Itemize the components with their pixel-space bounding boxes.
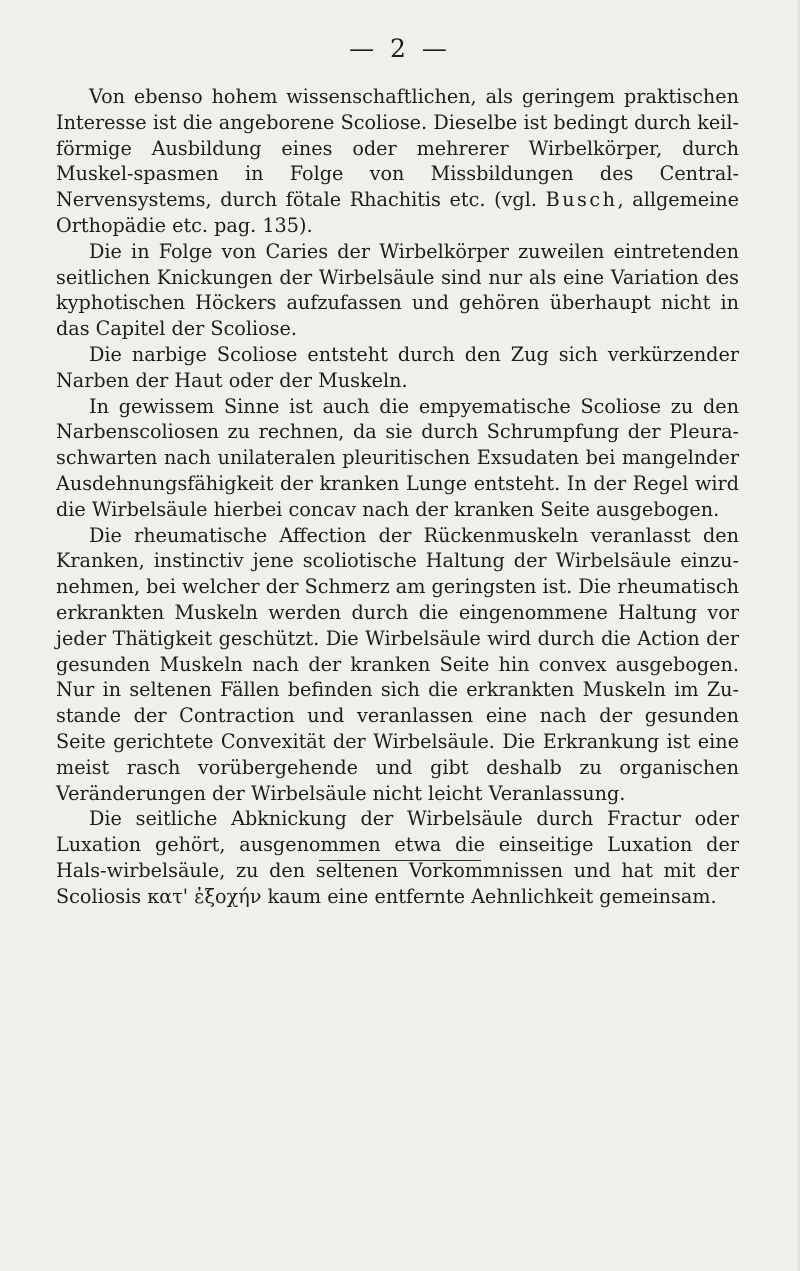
footnote-rule [319,860,481,861]
page-edge-shadow [796,0,800,1271]
greek-phrase: κατ' ἐξοχήν [147,884,262,908]
paragraph-rheumatic-scoliosis: Die rheumatische Affection der Rückenmuskeln veranlasst den Kranken, instinctiv jene scoliotische Haltung der Wirbelsäule einzu-nehmen, bei welcher der Schmerz am geringsten ist. Die rheumatisch erkrankten Muskeln werden durch die eingenommene Haltung vor jeder Thätigkeit geschützt. Die Wirbelsäule wird durch die Action der gesunden Muskeln nach der kranken Seite hin convex ausgebogen. Nur in seltenen Fällen befinden sich die erkrankten Muskeln im Zu-stande der Contraction und veranlassen eine nach der gesunden Seite gerichtete Convexität der Wirbelsäule. Die Erkrankung ist eine meist rasch vorübergehende und gibt deshalb zu organischen Veränderungen der Wirbelsäule nicht leicht Veranlassung. [56,523,740,805]
paragraph-empyema-scoliosis: In gewissem Sinne ist auch die empyematische Scoliose zu den Narbenscoliosen zu rechnen, da sie durch Schrumpfung der Pleura-schwarten nach unilateralen pleuritischen Exsudaten bei mangelnder Ausdehnungsfähigkeit der kranken Lunge entsteht. In der Regel wird die Wirbelsäule hierbei concav nach der kranken Seite ausgebogen. [56,394,739,521]
paragraph-text: Die seitliche Abknickung der Wirbelsäule durch Fractur oder Luxation gehört, ausgenommen etwa die einseitige Luxation der Hals-wirbelsäule, zu den seltenen Vorkommnissen und hat mit der Scoliosis [56,807,739,908]
paragraph-fracture-luxation [56,806,739,909]
paragraph-caries: Die in Folge von Caries der Wirbelkörper zuweilen eintretenden seitlichen Knickungen der Wirbelsäule sind nur als eine Variation des kyphotischen Höckers aufzufassen und gehören überhaupt nicht in das Capitel der Scoliose. [56,239,739,341]
page-number: — 2 — [349,34,451,63]
paragraph-text: kaum eine entfernte Aehnlichkeit gemeinsam. [267,884,717,908]
paragraph-text: , allgemeine Orthopädie etc. pag. 135). [56,188,740,237]
paragraph-congenital-scoliosis [56,84,739,239]
paragraph-text: Von ebenso hohem wissenschaftlichen, als geringem praktischen Interesse ist die angeborene Scoliose. Dieselbe ist bedingt durch keil-förmige Ausbildung eines oder mehrerer Wirbelkörper, durch Muskel-spasmen in Folge von Missbildungen des Central-Nervensystems, durch fötale Rhachitis etc. (vgl. [56,85,739,212]
author-name: Busch [545,188,618,212]
body-text [56,84,739,910]
paragraph-scar-scoliosis: Die narbige Scoliose entsteht durch den Zug sich verkürzender Narben der Haut oder der Muskeln. [56,342,739,392]
